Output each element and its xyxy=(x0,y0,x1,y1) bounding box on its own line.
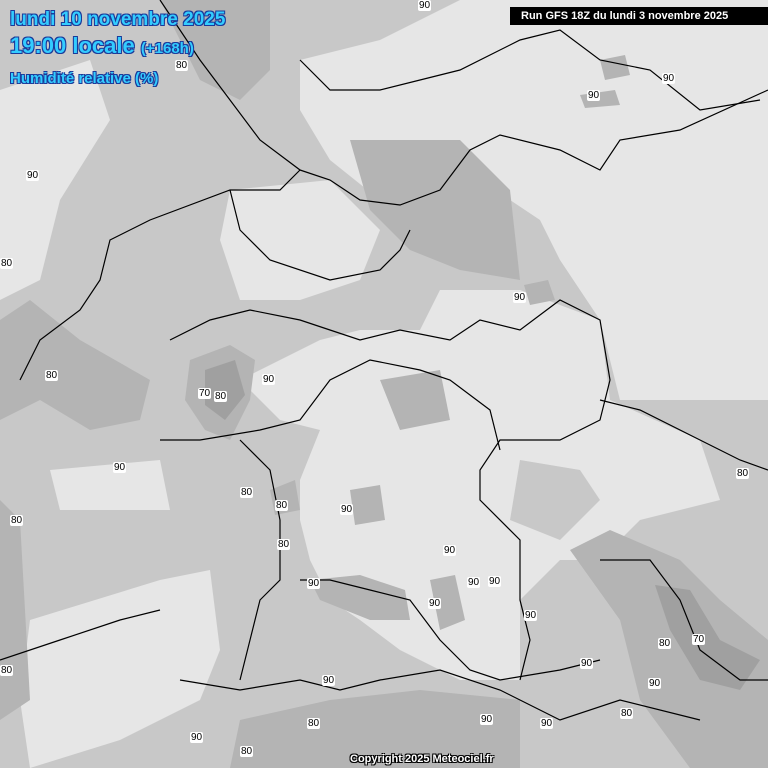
contour-label: 90 xyxy=(649,678,661,689)
local-time: 19:00 locale xyxy=(10,33,135,58)
contour-label: 90 xyxy=(341,504,353,515)
contour-label: 90 xyxy=(191,732,203,743)
contour-label: 90 xyxy=(468,577,480,588)
contour-label: 80 xyxy=(46,370,58,381)
contour-label: 80 xyxy=(11,515,23,526)
run-label: Run GFS 18Z du lundi 3 novembre 2025 xyxy=(510,7,768,25)
parameter-title: Humidité relative (%) xyxy=(10,70,159,87)
contour-label: 90 xyxy=(444,545,456,556)
contour-label: 80 xyxy=(621,708,633,719)
contour-label: 90 xyxy=(663,73,675,84)
contour-label: 90 xyxy=(581,658,593,669)
contour-label: 80 xyxy=(278,539,290,550)
contour-label: 90 xyxy=(541,718,553,729)
forecast-time xyxy=(10,33,194,59)
lead-time: (+168h) xyxy=(140,40,194,57)
contour-label: 90 xyxy=(308,578,320,589)
contour-label: 90 xyxy=(588,90,600,101)
contour-label: 80 xyxy=(215,391,227,402)
contour-label: 90 xyxy=(323,675,335,686)
contour-label: 90 xyxy=(525,610,537,621)
contour-label: 70 xyxy=(199,388,211,399)
contour-label: 80 xyxy=(276,500,288,511)
contour-label: 80 xyxy=(241,746,253,757)
contour-label: 90 xyxy=(114,462,126,473)
contour-label: 80 xyxy=(308,718,320,729)
contour-label: 80 xyxy=(1,665,13,676)
contour-label: 80 xyxy=(1,258,13,269)
contour-label: 70 xyxy=(693,634,705,645)
contour-label: 80 xyxy=(241,487,253,498)
copyright: Copyright 2025 Meteociel.fr xyxy=(350,753,494,765)
contour-label: 90 xyxy=(27,170,39,181)
contour-label: 90 xyxy=(489,576,501,587)
forecast-date: lundi 10 novembre 2025 xyxy=(10,9,226,30)
contour-label: 90 xyxy=(429,598,441,609)
contour-label: 90 xyxy=(514,292,526,303)
contour-label: 90 xyxy=(263,374,275,385)
contour-label: 80 xyxy=(737,468,749,479)
contour-label: 80 xyxy=(176,60,188,71)
contour-label: 80 xyxy=(659,638,671,649)
contour-label: 90 xyxy=(481,714,493,725)
contour-label: 90 xyxy=(419,0,431,11)
